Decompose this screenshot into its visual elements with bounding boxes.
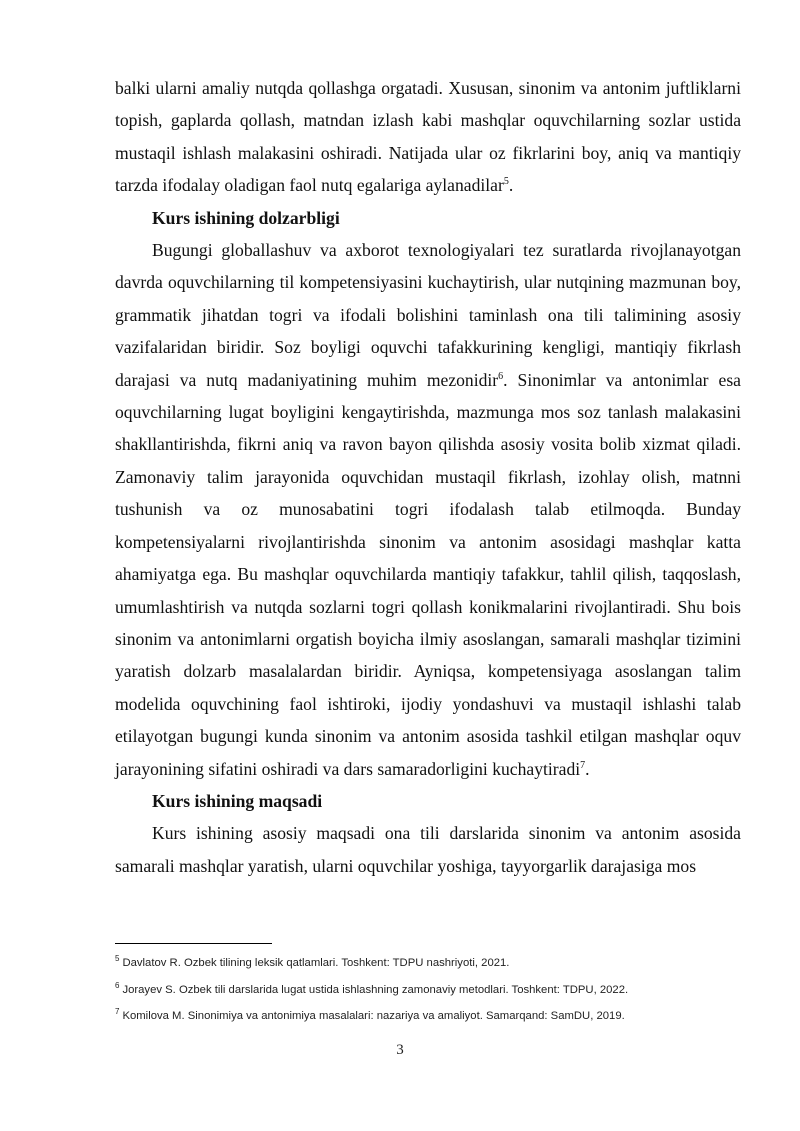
footnote-6: $^6$ Jorayev S. Ozbek tili darslarida lugat ustida ishlashning zamonaviy metodlari. Toshkent: TDPU, 2022. xyxy=(115,980,629,996)
footnote-ref-6: 6 xyxy=(498,370,504,382)
paragraph-relevance: Bugungi globallashuv va axborot texnologiyalari tez suratlarda rivojlanayotgan davrda oquvchilarning til kompetensiyasini kuchaytirish, ular nutqining mazmunan boy, grammatik jihatdan togri va ifodali bolishini taminlash ona tili talimining asosiy vazifalaridan biridir. Soz boyligi oquvchi tafakkurining kengligi, mantiqiy fikrlash darajasi va nutq madaniyatining muhim mezonidir$^6$. Sinonimlar va antonimlar esa oquvchilarning lugat boyligini kengaytirishda, mazmunga mos soz tanlash malakasini shakllantirishda, fikrni aniq va ravon bayon qilishda asosiy vosita bolib xizmat qiladi. Zamonaviy talim jarayonida oquvchidan mustaqil fikrlash, izohlay olish, matnni tushunish va oz munosabatini togri ifodalash talab etilmoqda. Bunday kompetensiyalarni rivojlantirishda sinonim va antonim asosidagi mashqlar katta ahamiyatga ega. Bu mashqlar oquvchilarda mantiqiy tafakkur, tahlil qilish, taqqoslash, umumlashtirish va nutqda sozlarni togri qollash konikmalarini rivojlantiradi. Shu bois sinonim va antonimlarni orgatish boyicha ilmiy asoslangan, samarali mashqlar tizimini yaratish dolzarb masalalardan biridir. Ayniqsa, kompetensiyaga asoslangan talim modelida oquvchining faol ishtiroki, ijodiy yondashuvi va mustaqil ishlashi talab etilayotgan bugungi kunda sinonim va antonim asosida tashkil etilgan mashqlar oquv jarayonining sifatini oshiradi va dars samaradorligini kuchaytiradi$^7$. xyxy=(115,240,741,779)
footnotes xyxy=(115,950,741,1030)
footnote-7: $^7$ Komilova M. Sinonimiya va antonimiya masalalari: nazariya va amaliyot. Samarqand: SamDU, 2019. xyxy=(115,1007,625,1022)
paragraph-goal: Kurs ishining asosiy maqsadi ona tili darslarida sinonim va antonim asosida samarali mashqlar yaratish, ularni oquvchilar yoshiga, tayyorgarlik darajasiga mos xyxy=(115,823,741,876)
footnote-separator xyxy=(115,943,272,944)
page-number: 3 xyxy=(396,1042,404,1058)
paragraph-intro: balki ularni amaliy nutqda qollashga orgatadi. Xususan, sinonim va antonim juftliklarni topish, gaplarda qollash, matndan izlash kabi mashqlar oquvchilarning sozlar ustida mustaqil ishlash malakasini oshiradi. Natijada ular oz fikrlarini boy, aniq va mantiqiy tarzda ifodalay oladigan faol nutq egalariga aylanadilar$^5$. xyxy=(115,78,741,196)
footnote-ref-5: 5 xyxy=(503,176,509,188)
body-text xyxy=(115,72,741,882)
footnote-5: $^5$ Davlatov R. Ozbek tilining leksik qatlamlari. Toshkent: TDPU nashriyoti, 2021. xyxy=(115,954,510,969)
footnote-ref-7: 7 xyxy=(580,759,586,771)
section-heading-relevance: Kurs ishining dolzarbligi xyxy=(152,207,340,228)
section-heading-goal: Kurs ishining maqsadi xyxy=(152,790,323,811)
